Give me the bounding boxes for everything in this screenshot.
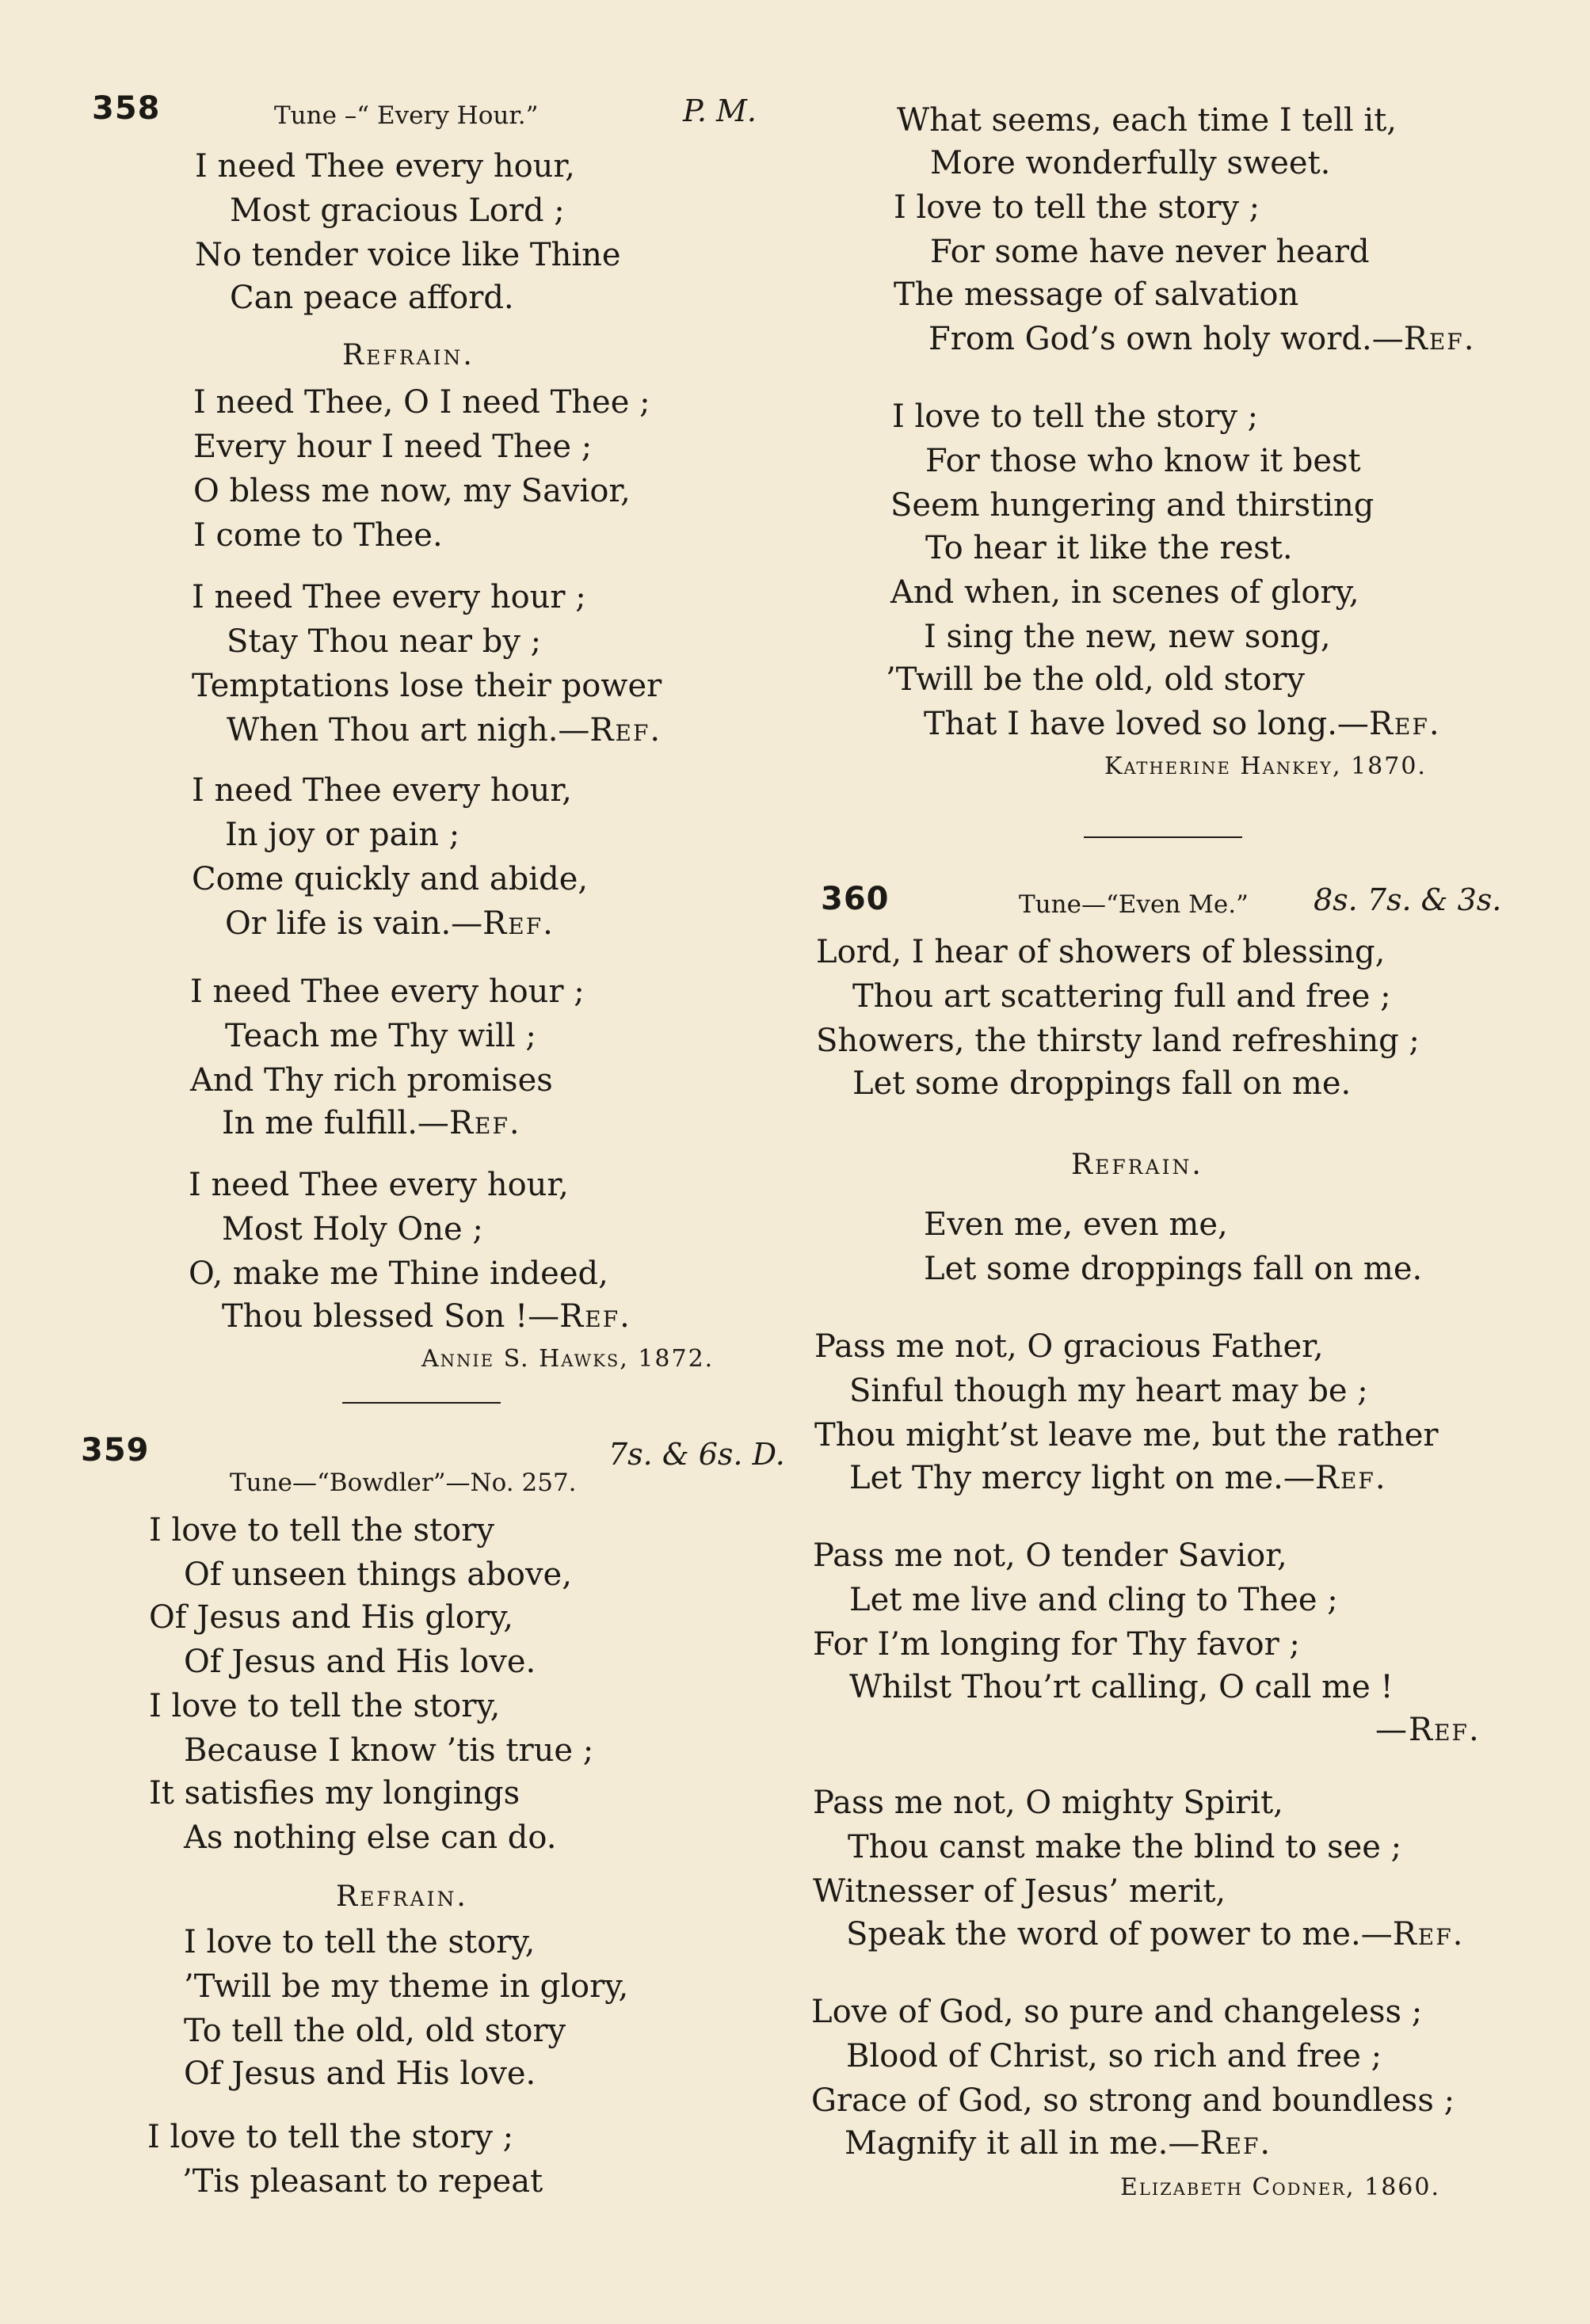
verse-line: From God’s own holy word.—Ref. bbox=[928, 321, 1476, 357]
verse-line: Come quickly and abide, bbox=[192, 861, 589, 897]
verse-line: Stay Thou near by ; bbox=[227, 623, 542, 660]
verse-line: Witnesser of Jesus’ merit, bbox=[813, 1873, 1226, 1910]
meter: P. M. bbox=[683, 93, 757, 128]
verse-line: Let some droppings fall on me. bbox=[852, 1065, 1352, 1102]
refrain-line: I love to tell the story, bbox=[184, 1924, 536, 1960]
verse-line: ’Twill be the old, old story bbox=[886, 661, 1306, 698]
verse-line: O, make me Thine indeed, bbox=[189, 1255, 608, 1292]
verse-line: I love to tell the story ; bbox=[147, 2119, 514, 2155]
verse-line: And when, in scenes of glory, bbox=[890, 574, 1359, 611]
author-credit: Katherine Hankey, 1870. bbox=[1104, 752, 1427, 780]
refrain-line: ’Twill be my theme in glory, bbox=[184, 1968, 629, 2005]
ref-label: Ref. bbox=[1314, 1460, 1387, 1496]
refrain-heading: Refrain. bbox=[336, 1880, 468, 1913]
ref-label: Ref. bbox=[559, 1298, 631, 1335]
tune-name: Tune –“ Every Hour.” bbox=[274, 101, 539, 130]
verse-line: Teach me Thy will ; bbox=[225, 1018, 536, 1054]
refrain-line: Of Jesus and His love. bbox=[184, 2055, 536, 2092]
refrain-line: Let some droppings fall on me. bbox=[924, 1251, 1423, 1287]
verse-line: Whilst Thou’rt calling, O call me ! bbox=[849, 1669, 1394, 1705]
verse-line: I love to tell the story, bbox=[149, 1688, 501, 1724]
verse-line: It satisfies my longings bbox=[149, 1775, 520, 1812]
verse-line: For those who know it best bbox=[925, 443, 1361, 479]
verse-line: As nothing else can do. bbox=[184, 1819, 557, 1856]
hymn-number: 358 bbox=[92, 90, 161, 127]
verse-line: No tender voice like Thine bbox=[195, 237, 621, 273]
ref-label: Ref. bbox=[482, 905, 555, 942]
verse-line: Of unseen things above, bbox=[184, 1556, 572, 1593]
verse-line: Magnify it all in me.—Ref. bbox=[845, 2125, 1272, 2162]
refrain-heading: Refrain. bbox=[342, 339, 475, 371]
verse-line: I need Thee every hour, bbox=[189, 1167, 569, 1203]
tune-name: Tune—“Bowdler”—No. 257. bbox=[230, 1469, 577, 1497]
verse-line: Let me live and cling to Thee ; bbox=[849, 1582, 1338, 1618]
hymn-number: 360 bbox=[821, 881, 890, 917]
refrain-line: Every hour I need Thee ; bbox=[193, 429, 593, 465]
verse-line: ’Tis pleasant to repeat bbox=[182, 2163, 543, 2200]
ref-label: Ref. bbox=[589, 712, 662, 749]
verse-line: And Thy rich promises bbox=[190, 1062, 553, 1099]
meter: 7s. & 6s. D. bbox=[608, 1437, 785, 1472]
verse-line: I need Thee every hour ; bbox=[190, 973, 585, 1010]
verse-line: Temptations lose their power bbox=[192, 668, 662, 704]
verse-line: Showers, the thirsty land refreshing ; bbox=[816, 1023, 1420, 1059]
verse-line: More wonderfully sweet. bbox=[930, 145, 1331, 181]
verse-line: I love to tell the story ; bbox=[892, 398, 1259, 435]
verse-line: In joy or pain ; bbox=[225, 817, 460, 853]
hymn-number: 359 bbox=[81, 1432, 150, 1469]
verse-line: Most Holy One ; bbox=[222, 1211, 483, 1248]
verse-line: Grace of God, so strong and boundless ; bbox=[811, 2082, 1455, 2119]
verse-line: Blood of Christ, so rich and free ; bbox=[846, 2038, 1382, 2074]
verse-line: Pass me not, O gracious Father, bbox=[814, 1328, 1324, 1365]
refrain-heading: Refrain. bbox=[1071, 1149, 1203, 1181]
verse-line: Pass me not, O tender Savior, bbox=[813, 1537, 1287, 1574]
verse-line: I need Thee every hour, bbox=[195, 148, 575, 185]
verse-line: I need Thee every hour ; bbox=[192, 579, 586, 615]
verse-line: Pass me not, O mighty Spirit, bbox=[813, 1785, 1283, 1821]
verse-line: Because I know ’tis true ; bbox=[184, 1732, 594, 1769]
divider bbox=[342, 1402, 501, 1404]
meter: 8s. 7s. & 3s. bbox=[1314, 882, 1502, 917]
refrain-line: I come to Thee. bbox=[193, 517, 443, 554]
refrain-line: Even me, even me, bbox=[924, 1206, 1228, 1243]
verse-line: For some have never heard bbox=[930, 234, 1370, 270]
verse-line: In me fulfill.—Ref. bbox=[222, 1105, 521, 1141]
ref-label: —Ref. bbox=[1375, 1712, 1481, 1748]
tune-name: Tune—“Even Me.” bbox=[1019, 890, 1249, 919]
verse-line: Of Jesus and His love. bbox=[184, 1644, 536, 1680]
verse-line: Let Thy mercy light on me.—Ref. bbox=[849, 1460, 1387, 1496]
verse-line: Thou canst make the blind to see ; bbox=[848, 1829, 1402, 1865]
verse-line: What seems, each time I tell it, bbox=[897, 102, 1397, 139]
verse-line: Can peace afford. bbox=[230, 280, 514, 316]
ref-label: Ref. bbox=[1403, 321, 1476, 357]
divider bbox=[1084, 836, 1242, 838]
author-credit: Annie S. Hawks, 1872. bbox=[421, 1345, 715, 1373]
verse-line: Of Jesus and His glory, bbox=[149, 1599, 513, 1636]
verse-line: Sinful though my heart may be ; bbox=[849, 1373, 1368, 1409]
verse-line: Lord, I hear of showers of blessing, bbox=[816, 934, 1386, 970]
ref-label: Ref. bbox=[1368, 706, 1441, 742]
verse-line: That I have loved so long.—Ref. bbox=[924, 706, 1441, 742]
verse-line: For I’m longing for Thy favor ; bbox=[813, 1626, 1300, 1663]
verse-line: I love to tell the story ; bbox=[894, 189, 1260, 226]
verse-line: I sing the new, new song, bbox=[924, 619, 1331, 655]
refrain-line: To tell the old, old story bbox=[184, 2013, 566, 2049]
verse-line: I love to tell the story bbox=[149, 1512, 494, 1549]
verse-line: Thou art scattering full and free ; bbox=[852, 978, 1391, 1015]
verse-line: Thou might’st leave me, but the rather bbox=[814, 1417, 1439, 1453]
author-credit: Elizabeth Codner, 1860. bbox=[1120, 2174, 1440, 2201]
verse-line: Speak the word of power to me.—Ref. bbox=[846, 1916, 1465, 1953]
ref-label: Ref. bbox=[1392, 1916, 1465, 1953]
verse-line: Seem hungering and thirsting bbox=[890, 487, 1375, 524]
verse-line: To hear it like the rest. bbox=[925, 530, 1293, 566]
refrain-line: O bless me now, my Savior, bbox=[193, 473, 631, 509]
verse-line: When Thou art nigh.—Ref. bbox=[227, 712, 662, 749]
refrain-line: I need Thee, O I need Thee ; bbox=[193, 384, 650, 421]
verse-line: Love of God, so pure and changeless ; bbox=[811, 1994, 1423, 2030]
verse-line: I need Thee every hour, bbox=[192, 772, 572, 809]
verse-line: Thou blessed Son !—Ref. bbox=[222, 1298, 631, 1335]
verse-line: The message of salvation bbox=[894, 276, 1299, 313]
verse-line: Most gracious Lord ; bbox=[230, 192, 565, 229]
verse-line: Or life is vain.—Ref. bbox=[225, 905, 555, 942]
ref-label: Ref. bbox=[448, 1105, 521, 1141]
ref-label: Ref. bbox=[1199, 2125, 1272, 2162]
